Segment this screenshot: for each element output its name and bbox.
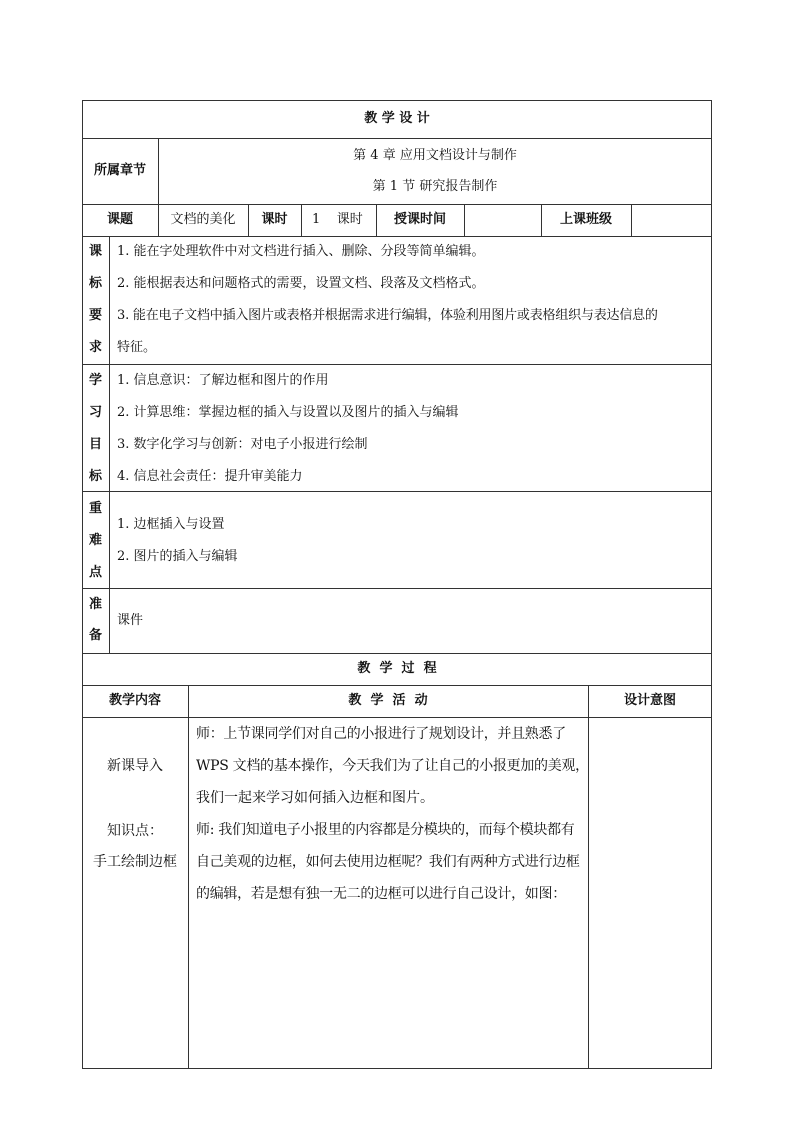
objectives-item: 3. 数字化学习与创新：对电子小报进行绘制 xyxy=(117,437,368,452)
activity-line: 师：上节课同学们对自己的小报进行了规划设计，并且熟悉了 xyxy=(196,726,566,742)
objectives-item: 2. 计算思维：掌握边框的插入与设置以及图片的插入与编辑 xyxy=(117,405,459,420)
chapter-line-2: 第 1 节 研究报告制作 xyxy=(372,179,498,194)
preparation-label-char: 备 xyxy=(88,628,102,643)
objectives-label-char: 目 xyxy=(88,437,102,452)
hours-value: 1 课时 xyxy=(312,212,363,227)
row-divider xyxy=(82,717,712,718)
column-header-activity: 教 学 活 动 xyxy=(348,693,428,708)
row-divider xyxy=(82,236,712,237)
col-divider xyxy=(109,236,110,653)
content-item: 手工绘制边框 xyxy=(93,854,177,870)
content-item: 知识点： xyxy=(107,823,163,839)
standards-label-char: 求 xyxy=(88,340,102,355)
standards-item: 3. 能在电子文档中插入图片或表格并根据需求进行编辑，体验利用图片或表格组织与表达信息的 xyxy=(117,308,658,323)
row-divider xyxy=(82,138,712,139)
objectives-item: 4. 信息社会责任：提升审美能力 xyxy=(117,469,303,484)
row-divider xyxy=(82,491,712,492)
row-divider xyxy=(82,588,712,589)
row-divider xyxy=(82,204,712,205)
time-label: 授课时间 xyxy=(393,212,446,227)
standards-label-char: 标 xyxy=(88,276,102,291)
standards-label-char: 课 xyxy=(88,244,102,259)
activity-line: 师: 我们知道电子小报里的内容都是分模块的，而每个模块都有 xyxy=(196,822,575,838)
activity-line: 自己美观的边框，如何去使用边框呢？我们有两种方式进行边框 xyxy=(196,854,580,870)
keypoints-item: 1. 边框插入与设置 xyxy=(117,517,225,532)
row-divider xyxy=(82,685,712,686)
class-label: 上课班级 xyxy=(559,212,612,227)
standards-label-char: 要 xyxy=(88,308,102,323)
chapter-label: 所属章节 xyxy=(93,163,146,178)
activity-line: WPS 文档的基本操作，今天我们为了让自己的小报更加的美观， xyxy=(196,758,589,774)
row-divider xyxy=(82,364,712,365)
keypoints-label-char: 重 xyxy=(88,501,102,516)
keypoints-label-char: 难 xyxy=(88,533,102,548)
col-divider xyxy=(631,204,632,236)
col-divider xyxy=(464,204,465,236)
column-header-content: 教学内容 xyxy=(108,693,161,708)
activity-line: 我们一起来学习如何插入边框和图片。 xyxy=(196,790,434,806)
keypoints-item: 2. 图片的插入与编辑 xyxy=(117,549,238,564)
document-title: 教 学 设 计 xyxy=(364,111,430,126)
preparation-label-char: 准 xyxy=(88,597,102,612)
standards-item: 特征。 xyxy=(117,340,157,355)
process-title: 教 学 过 程 xyxy=(357,661,437,676)
row-divider xyxy=(82,653,712,654)
objectives-label-char: 习 xyxy=(88,405,102,420)
objectives-item: 1. 信息意识：了解边框和图片的作用 xyxy=(117,373,329,388)
content-item: 新课导入 xyxy=(107,758,163,774)
standards-item: 1. 能在字处理软件中对文档进行插入、删除、分段等简单编辑。 xyxy=(117,244,485,259)
col-divider xyxy=(588,685,589,1069)
objectives-label-char: 标 xyxy=(88,469,102,484)
activity-line: 的编辑，若是想有独一无二的边框可以进行自己设计，如图： xyxy=(196,886,566,902)
col-divider xyxy=(188,685,189,1069)
preparation-value: 课件 xyxy=(117,613,144,628)
chapter-line-1: 第 4 章 应用文档设计与制作 xyxy=(353,148,517,163)
topic-value: 文档的美化 xyxy=(170,212,236,227)
col-divider xyxy=(301,204,302,236)
standards-item: 2. 能根据表达和问题格式的需要，设置文档、段落及文档格式。 xyxy=(117,276,485,291)
column-header-intent: 设计意图 xyxy=(623,693,676,708)
hours-label: 课时 xyxy=(261,212,288,227)
topic-label: 课题 xyxy=(106,212,133,227)
keypoints-label-char: 点 xyxy=(88,565,102,580)
objectives-label-char: 学 xyxy=(88,373,102,388)
